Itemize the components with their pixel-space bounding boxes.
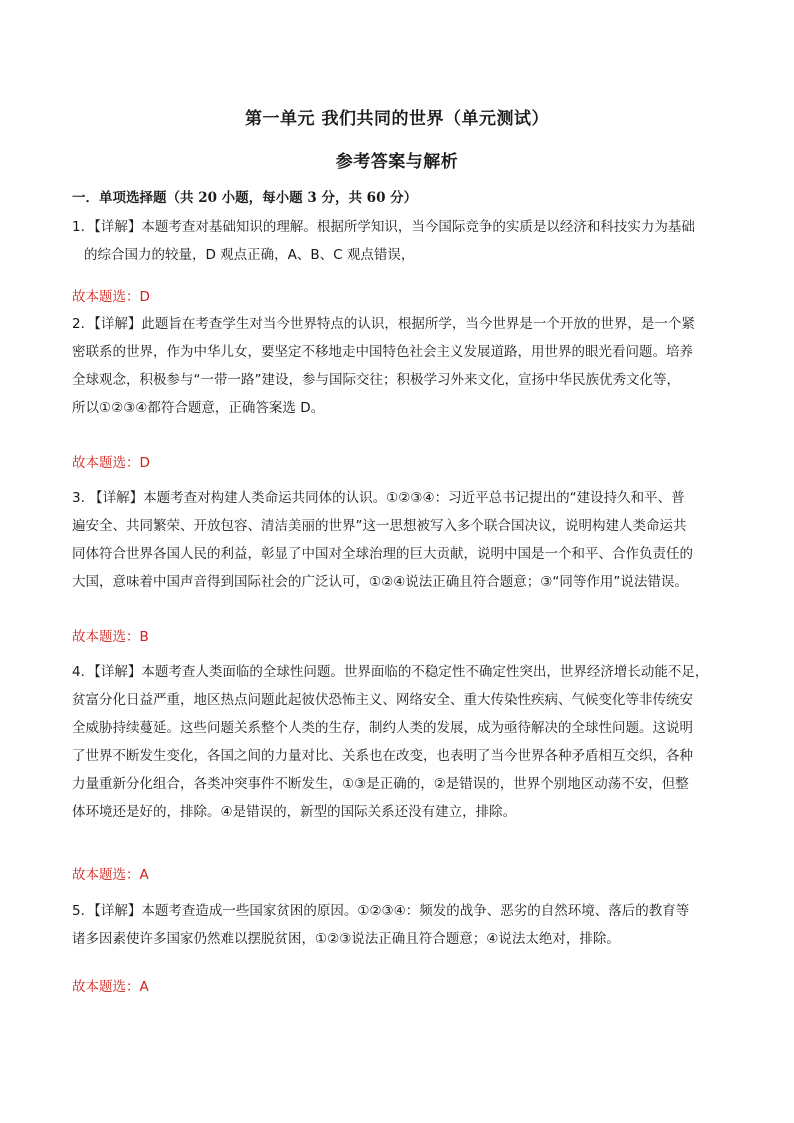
explanation-line: 诸多因素使许多国家仍然难以摆脱贫困，①②③说法正确且符合题意；④说法太绝对，排除。 [72, 931, 620, 947]
explanation-line: 4．【详解】本题考查人类面临的全球性问题。世界面临的不稳定性不确定性突出，世界经济增长动能不足， [72, 664, 709, 680]
explanation-line: 大国，意味着中国声音得到国际社会的广泛认可，①②④说法正确且符合题意；③“同等作用”说法错误。 [72, 574, 688, 590]
explanation-line: 全威胁持续蔓延。这些问题关系整个人类的生存，制约人类的发展，成为亟待解决的全球性问题。这说明 [72, 720, 693, 736]
explanation-line: 力量重新分化组合，各类冲突事件不断发生，①③是正确的，②是错误的，世界个别地区动荡不安，但整 [72, 776, 689, 792]
answer-explanation-4 [72, 658, 728, 826]
answer-explanation-2 [72, 310, 728, 422]
explanation-line: 的综合国力的较量，D 观点正确，A、B、C 观点错误， [84, 247, 415, 263]
answer-choice-4: 故本题选：A [72, 867, 149, 883]
explanation-line: 密联系的世界，作为中华儿女，要坚定不移地走中国特色社会主义发展道路，用世界的眼光看问题。培养 [72, 344, 693, 360]
section-heading: 一．单项选择题（共 20 小题，每小题 3 分，共 60 分） [72, 190, 418, 206]
answer-explanation-3 [72, 484, 728, 596]
answer-choice-1: 故本题选：D [72, 289, 150, 305]
answer-explanation-5 [72, 897, 728, 953]
explanation-line: 同体符合世界各国人民的利益，彰显了中国对全球治理的巨大贡献，说明中国是一个和平、合作负责任的 [72, 546, 693, 562]
explanation-line: 2．【详解】此题旨在考查学生对当今世界特点的认识，根据所学，当今世界是一个开放的世界，是一个紧 [72, 316, 695, 332]
page-subtitle: 参考答案与解析 [335, 152, 459, 172]
explanation-line: 了世界不断发生变化，各国之间的力量对比、关系也在改变，也表明了当今世界各种矛盾相互交织，各种 [72, 748, 693, 764]
explanation-line: 体环境还是好的，排除。④是错误的，新型的国际关系还没有建立，排除。 [72, 804, 517, 820]
explanation-line: 贫富分化日益严重，地区热点问题此起彼伏恐怖主义、网络安全、重大传染性疾病、气候变化等非传统安 [72, 692, 693, 708]
page-title: 第一单元 我们共同的世界（单元测试） [245, 109, 549, 129]
explanation-line: 所以①②③④都符合题意，正确答案选 D。 [72, 400, 325, 416]
answer-choice-3: 故本题选：B [72, 629, 149, 645]
explanation-line: 5．【详解】本题考查造成一些国家贫困的原因。①②③④：频发的战争、恶劣的自然环境、落后的教育等 [72, 903, 690, 919]
explanation-line: 全球观念，积极参与“一带一路”建设，参与国际交往；积极学习外来文化，宣扬中华民族优秀文化等， [72, 372, 680, 388]
explanation-line: 遍安全、共同繁荣、开放包容、清洁美丽的世界”这一思想被写入多个联合国决议，说明构建人类命运共 [72, 518, 687, 534]
explanation-line: 1．【详解】本题考查对基础知识的理解。根据所学知识，当今国际竞争的实质是以经济和科技实力为基础 [72, 219, 695, 235]
answer-choice-2: 故本题选：D [72, 455, 150, 471]
answer-explanation-1 [72, 213, 728, 269]
answer-choice-5: 故本题选：A [72, 979, 149, 995]
explanation-line: 3. 【详解】本题考查对构建人类命运共同体的认识。①②③④：习近平总书记提出的“建设持久和平、普 [72, 490, 685, 506]
